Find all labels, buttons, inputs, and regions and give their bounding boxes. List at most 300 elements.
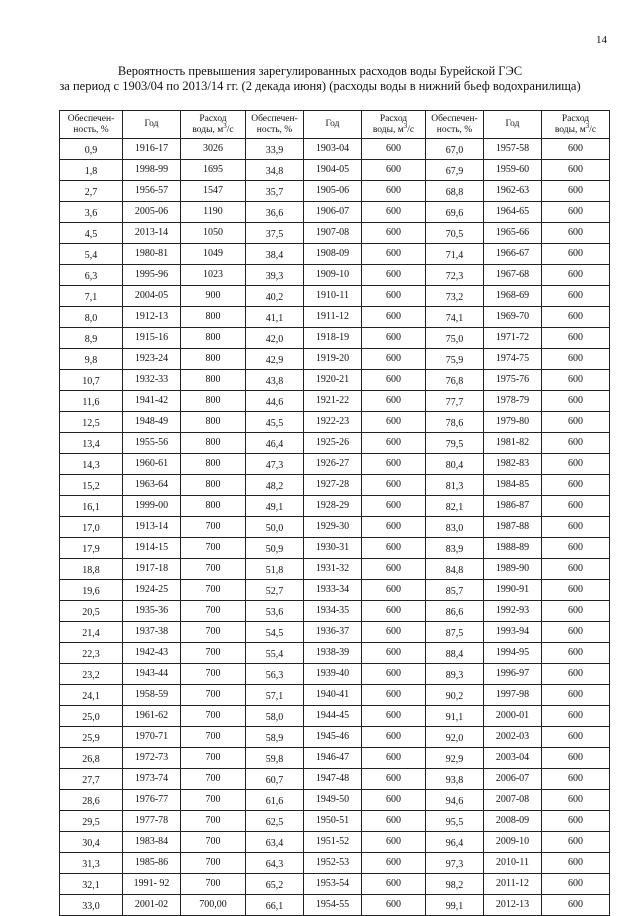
probability-cell: 72,3 [426,265,484,286]
table-row [60,433,610,454]
probability-cell: 50,9 [246,538,304,559]
year-cell: 1959-60 [484,160,542,181]
flow-cell: 600 [362,412,426,433]
flow-cell: 600 [362,580,426,601]
table-row [60,370,610,391]
flow-cell: 600 [362,832,426,853]
year-cell: 1936-37 [304,622,362,643]
flow-cell: 600 [542,433,610,454]
year-cell: 1960-61 [123,454,181,475]
year-cell: 1915-16 [123,328,181,349]
flow-cell: 600 [362,769,426,790]
year-cell: 1912-13 [123,307,181,328]
probability-cell: 56,3 [246,664,304,685]
probability-cell: 16,1 [60,496,123,517]
flow-cell: 600 [542,685,610,706]
probability-cell: 52,7 [246,580,304,601]
year-cell: 2007-08 [484,790,542,811]
table-body [60,139,610,916]
year-cell: 1944-45 [304,706,362,727]
year-cell: 1924-25 [123,580,181,601]
probability-cell: 85,7 [426,580,484,601]
flow-cell: 600 [362,244,426,265]
probability-cell: 96,4 [426,832,484,853]
flow-cell: 800 [181,496,246,517]
flow-cell: 600 [542,160,610,181]
probability-cell: 3,6 [60,202,123,223]
year-cell: 1956-57 [123,181,181,202]
year-cell: 1965-66 [484,223,542,244]
flow-cell: 600 [362,685,426,706]
flow-cell: 800 [181,433,246,454]
probability-cell: 5,4 [60,244,123,265]
flow-cell: 1050 [181,223,246,244]
probability-cell: 80,4 [426,454,484,475]
year-cell: 1964-65 [484,202,542,223]
year-cell: 1976-77 [123,790,181,811]
year-cell: 1908-09 [304,244,362,265]
flow-cell: 800 [181,370,246,391]
flow-cell: 600 [542,664,610,685]
probability-cell: 75,9 [426,349,484,370]
probability-cell: 50,0 [246,517,304,538]
probability-cell: 27,7 [60,769,123,790]
year-cell: 1938-39 [304,643,362,664]
year-cell: 1922-23 [304,412,362,433]
probability-cell: 91,1 [426,706,484,727]
flow-cell: 600 [542,559,610,580]
flow-cell: 600 [542,139,610,160]
flow-cell: 3026 [181,139,246,160]
probability-cell: 12,5 [60,412,123,433]
flow-cell: 600 [362,706,426,727]
flow-cell: 700 [181,832,246,853]
year-cell: 1966-67 [484,244,542,265]
title-line-2: за период с 1903/04 по 2013/14 гг. (2 декада июня) (расходы воды в нижний бьеф водохранилища) [59,79,581,93]
year-cell: 1968-69 [484,286,542,307]
year-cell: 1948-49 [123,412,181,433]
table-row [60,685,610,706]
flow-cell: 600 [362,475,426,496]
year-cell: 1993-94 [484,622,542,643]
flow-cell: 600 [542,307,610,328]
probability-cell: 34,8 [246,160,304,181]
header-year-3: Год [484,111,542,139]
flow-cell: 600 [542,706,610,727]
table-row [60,853,610,874]
table-row [60,328,610,349]
flow-cell: 600 [362,643,426,664]
year-cell: 1921-22 [304,391,362,412]
probability-cell: 48,2 [246,475,304,496]
probability-cell: 88,4 [426,643,484,664]
year-cell: 1988-89 [484,538,542,559]
probability-cell: 65,2 [246,874,304,895]
flow-cell: 600 [362,391,426,412]
flow-cell: 700 [181,580,246,601]
probability-cell: 11,6 [60,391,123,412]
flow-cell: 700 [181,517,246,538]
flow-cell: 600 [362,349,426,370]
year-cell: 1914-15 [123,538,181,559]
flow-cell: 600 [362,559,426,580]
probability-cell: 4,5 [60,223,123,244]
probability-cell: 51,8 [246,559,304,580]
flow-cell: 600 [542,790,610,811]
probability-cell: 53,6 [246,601,304,622]
year-cell: 1939-40 [304,664,362,685]
year-cell: 1963-64 [123,475,181,496]
table-row [60,139,610,160]
probability-cell: 22,3 [60,643,123,664]
flow-cell: 600 [362,454,426,475]
year-cell: 1927-28 [304,475,362,496]
probability-cell: 87,5 [426,622,484,643]
flow-cell: 700 [181,601,246,622]
probability-cell: 29,5 [60,811,123,832]
flow-cell: 600 [362,601,426,622]
probability-cell: 17,9 [60,538,123,559]
year-cell: 1905-06 [304,181,362,202]
year-cell: 1979-80 [484,412,542,433]
table-row [60,244,610,265]
probability-cell: 25,9 [60,727,123,748]
year-cell: 2002-03 [484,727,542,748]
header-year-2: Год [304,111,362,139]
flow-cell: 600 [362,139,426,160]
year-cell: 1935-36 [123,601,181,622]
flow-cell: 600 [362,286,426,307]
probability-cell: 6,3 [60,265,123,286]
year-cell: 1957-58 [484,139,542,160]
header-flow-2: Расход воды, $м^3/с$ [362,111,426,139]
probability-cell: 14,3 [60,454,123,475]
year-cell: 1994-95 [484,643,542,664]
year-cell: 1984-85 [484,475,542,496]
flow-cell: 700 [181,790,246,811]
probability-cell: 66,1 [246,895,304,916]
flow-cell: 700 [181,643,246,664]
year-cell: 1969-70 [484,307,542,328]
year-cell: 1987-88 [484,517,542,538]
probability-cell: 99,1 [426,895,484,916]
table-row [60,307,610,328]
probability-cell: 83,9 [426,538,484,559]
probability-cell: 54,5 [246,622,304,643]
probability-cell: 2,7 [60,181,123,202]
probability-cell: 47,3 [246,454,304,475]
flow-cell: 600 [362,265,426,286]
probability-cell: 75,0 [426,328,484,349]
probability-cell: 42,9 [246,349,304,370]
probability-cell: 82,1 [426,496,484,517]
probability-cell: 74,1 [426,307,484,328]
probability-cell: 93,8 [426,769,484,790]
table-row [60,622,610,643]
year-cell: 1992-93 [484,601,542,622]
probability-cell: 19,6 [60,580,123,601]
year-cell: 1945-46 [304,727,362,748]
probability-cell: 41,1 [246,307,304,328]
year-cell: 1906-07 [304,202,362,223]
flow-cell: 600 [542,202,610,223]
probability-cell: 18,8 [60,559,123,580]
flow-cell: 700 [181,853,246,874]
flow-cell: 600 [542,475,610,496]
flow-cell: 600 [542,265,610,286]
year-cell: 1946-47 [304,748,362,769]
table-row [60,286,610,307]
probability-cell: 59,8 [246,748,304,769]
table-row [60,559,610,580]
flow-cell: 600 [362,664,426,685]
probability-cell: 24,1 [60,685,123,706]
flow-cell: 600 [542,517,610,538]
probability-cell: 92,9 [426,748,484,769]
probability-cell: 90,2 [426,685,484,706]
flow-cell: 600 [362,538,426,559]
year-cell: 1996-97 [484,664,542,685]
probability-cell: 86,6 [426,601,484,622]
probability-cell: 61,6 [246,790,304,811]
table-row [60,265,610,286]
table-row [60,790,610,811]
flow-cell: 600 [362,748,426,769]
flow-cell: 600 [362,496,426,517]
probability-cell: 79,5 [426,433,484,454]
probability-cell: 7,1 [60,286,123,307]
flow-cell: 600 [542,328,610,349]
probability-cell: 32,1 [60,874,123,895]
year-cell: 1953-54 [304,874,362,895]
year-cell: 1933-34 [304,580,362,601]
year-cell: 1952-53 [304,853,362,874]
year-cell: 1919-20 [304,349,362,370]
table-row [60,223,610,244]
year-cell: 1971-72 [484,328,542,349]
year-cell: 1980-81 [123,244,181,265]
table-row [60,160,610,181]
probability-cell: 95,5 [426,811,484,832]
flow-cell: 600 [542,727,610,748]
year-cell: 1983-84 [123,832,181,853]
year-cell: 1961-62 [123,706,181,727]
year-cell: 1930-31 [304,538,362,559]
header-flow-1: Расход воды, $м^3/с$ [181,111,246,139]
flow-cell: 700 [181,769,246,790]
probability-cell: 84,8 [426,559,484,580]
flow-cell: 700 [181,559,246,580]
probability-cell: 38,4 [246,244,304,265]
probability-cell: 67,9 [426,160,484,181]
document-title [0,64,640,94]
probability-cell: 0,9 [60,139,123,160]
flow-cell: 600 [362,622,426,643]
table-row [60,727,610,748]
flow-cell: 600 [542,496,610,517]
probability-cell: 78,6 [426,412,484,433]
probability-cell: 40,2 [246,286,304,307]
flow-cell: 700 [181,685,246,706]
probability-cell: 9,8 [60,349,123,370]
probability-cell: 8,0 [60,307,123,328]
probability-cell: 10,7 [60,370,123,391]
flow-cell: 800 [181,349,246,370]
probability-cell: 25,0 [60,706,123,727]
year-cell: 1978-79 [484,391,542,412]
year-cell: 1925-26 [304,433,362,454]
probability-cell: 20,5 [60,601,123,622]
year-cell: 1940-41 [304,685,362,706]
flow-cell: 800 [181,454,246,475]
probability-cell: 21,4 [60,622,123,643]
year-cell: 1967-68 [484,265,542,286]
probability-cell: 15,2 [60,475,123,496]
flow-cell: 700 [181,706,246,727]
flow-cell: 600 [542,832,610,853]
year-cell: 1928-29 [304,496,362,517]
probability-cell: 8,9 [60,328,123,349]
flow-cell: 600 [542,454,610,475]
flow-cell: 600 [362,790,426,811]
probability-cell: 71,4 [426,244,484,265]
flow-cell: 600 [542,412,610,433]
page-number: 14 [596,34,607,46]
table-row [60,349,610,370]
flow-cell: 600 [542,181,610,202]
year-cell: 1972-73 [123,748,181,769]
probability-cell: 49,1 [246,496,304,517]
year-cell: 1986-87 [484,496,542,517]
flow-cell: 600 [362,370,426,391]
probability-cell: 94,6 [426,790,484,811]
flow-probability-table [59,110,610,916]
header-probability-2: Обеспечен- ность, % [246,111,304,139]
table-row [60,580,610,601]
flow-cell: 600 [542,538,610,559]
flow-cell: 600 [362,895,426,916]
flow-cell: 600 [542,391,610,412]
probability-cell: 33,9 [246,139,304,160]
table-row [60,832,610,853]
probability-cell: 58,9 [246,727,304,748]
flow-cell: 600 [542,622,610,643]
table-header-row [60,111,610,139]
probability-cell: 81,3 [426,475,484,496]
year-cell: 1910-11 [304,286,362,307]
probability-cell: 42,0 [246,328,304,349]
probability-cell: 43,8 [246,370,304,391]
probability-cell: 1,8 [60,160,123,181]
header-year-1: Год [123,111,181,139]
year-cell: 1973-74 [123,769,181,790]
year-cell: 2001-02 [123,895,181,916]
table-row [60,601,610,622]
flow-cell: 600 [542,580,610,601]
table-row [60,391,610,412]
year-cell: 2000-01 [484,706,542,727]
probability-cell: 64,3 [246,853,304,874]
flow-cell: 600 [362,328,426,349]
year-cell: 2004-05 [123,286,181,307]
flow-cell: 800 [181,475,246,496]
year-cell: 1943-44 [123,664,181,685]
year-cell: 1974-75 [484,349,542,370]
probability-cell: 83,0 [426,517,484,538]
flow-cell: 700 [181,874,246,895]
probability-cell: 35,7 [246,181,304,202]
flow-cell: 800 [181,328,246,349]
probability-cell: 55,4 [246,643,304,664]
probability-cell: 70,5 [426,223,484,244]
flow-cell: 600 [542,286,610,307]
flow-cell: 600 [542,643,610,664]
flow-cell: 600 [362,202,426,223]
year-cell: 1989-90 [484,559,542,580]
year-cell: 1937-38 [123,622,181,643]
table-row [60,643,610,664]
flow-cell: 600 [542,601,610,622]
year-cell: 1981-82 [484,433,542,454]
table-row [60,517,610,538]
flow-cell: 1547 [181,181,246,202]
year-cell: 1949-50 [304,790,362,811]
year-cell: 1950-51 [304,811,362,832]
flow-cell: 700 [181,727,246,748]
flow-cell: 800 [181,412,246,433]
year-cell: 2012-13 [484,895,542,916]
probability-cell: 39,3 [246,265,304,286]
year-cell: 1920-21 [304,370,362,391]
flow-cell: 800 [181,307,246,328]
year-cell: 1923-24 [123,349,181,370]
table-row [60,769,610,790]
table-row [60,664,610,685]
probability-cell: 89,3 [426,664,484,685]
year-cell: 1917-18 [123,559,181,580]
flow-cell: 1695 [181,160,246,181]
year-cell: 1909-10 [304,265,362,286]
title-line-1: Вероятность превышения зарегулированных расходов воды Бурейской ГЭС [117,64,523,78]
flow-cell: 900 [181,286,246,307]
flow-cell: 600 [362,811,426,832]
table-row [60,706,610,727]
table-row [60,412,610,433]
table-row [60,181,610,202]
flow-cell: 600 [362,433,426,454]
year-cell: 1929-30 [304,517,362,538]
year-cell: 2006-07 [484,769,542,790]
probability-cell: 67,0 [426,139,484,160]
year-cell: 1934-35 [304,601,362,622]
flow-cell: 800 [181,391,246,412]
probability-cell: 98,2 [426,874,484,895]
year-cell: 1958-59 [123,685,181,706]
probability-cell: 68,8 [426,181,484,202]
year-cell: 1911-12 [304,307,362,328]
header-flow-3: Расход воды, $м^3/с$ [542,111,610,139]
table-row [60,475,610,496]
probability-cell: 46,4 [246,433,304,454]
year-cell: 1954-55 [304,895,362,916]
year-cell: 1931-32 [304,559,362,580]
flow-cell: 600 [542,895,610,916]
flow-cell: 600 [362,874,426,895]
probability-cell: 73,2 [426,286,484,307]
year-cell: 2013-14 [123,223,181,244]
probability-cell: 58,0 [246,706,304,727]
probability-cell: 37,5 [246,223,304,244]
